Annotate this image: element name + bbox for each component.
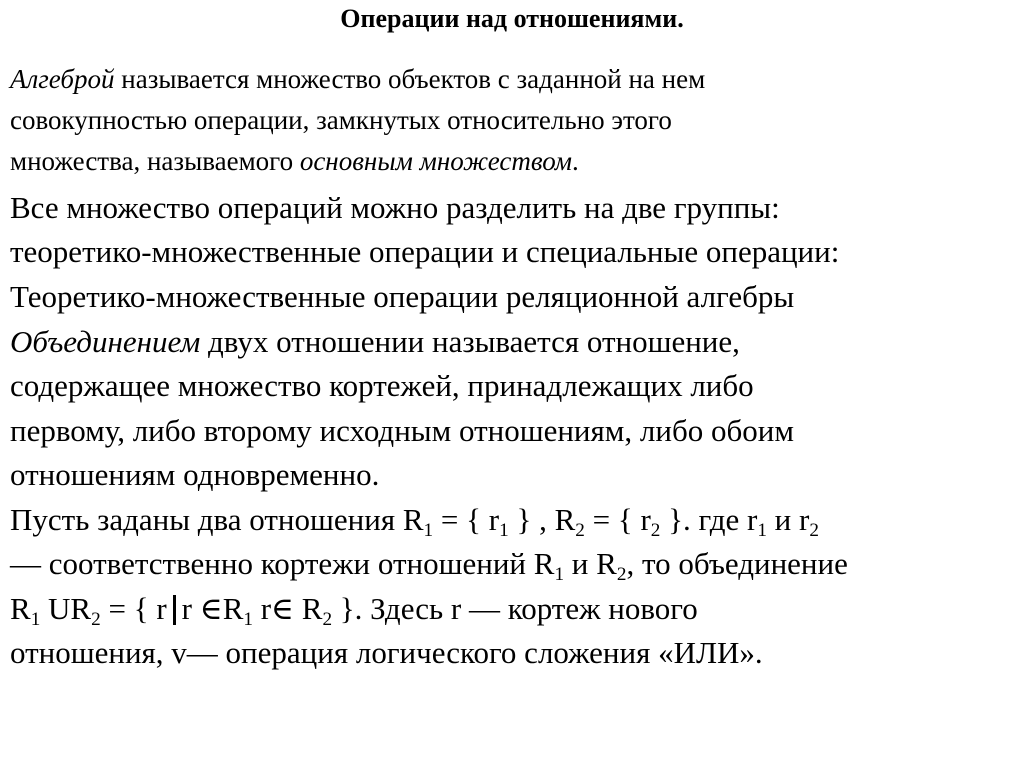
formula-text: r∈ R [252,591,323,626]
union-term: Объединением [10,324,201,359]
subscript: 1 [554,564,565,586]
operations-line-3: Теоретико-множественные операции реляционной алгебры [10,279,795,314]
union-def-line-4: отношениям одновременно. [10,457,380,492]
subscript: 2 [322,609,333,631]
subscript: 2 [575,520,585,542]
set-builder-bar [173,595,176,625]
formula-line-3 [10,591,698,631]
algebra-def-line-1 [10,64,705,95]
subscript: 2 [650,520,661,542]
subscript: 1 [499,520,509,542]
operations-line-2: теоретико-множественные операции и специальные операции: [10,234,840,269]
formula-text: и r [766,502,810,537]
slide-title: Операции над отношениями. [340,4,684,33]
formula-line-1 [10,502,819,542]
formula-line-4: отношения, v— операция логического сложения «ИЛИ». [10,635,763,670]
subscript: 1 [757,520,767,542]
formula-text: Пусть заданы два отношения R [10,502,424,537]
operations-line-1: Все множество операций можно разделить на две группы: [10,190,780,225]
formula-text: r ∈R [181,591,244,626]
subscript: 1 [423,520,434,542]
subscript: 2 [809,520,819,542]
algebra-def-line-2: совокупностью операции, замкнутых относительно этого [10,105,672,135]
subscript: 2 [616,564,627,586]
formula-text: = { r [584,502,651,537]
formula-text: }. Здесь r — кортеж нового [332,591,698,626]
subscript: 2 [91,609,101,631]
formula-text: и R [564,546,617,581]
formula-text: — соответственно кортежи отношений R [10,546,555,581]
algebra-def-line-3 [10,146,579,177]
formula-text: = { r [100,591,167,626]
union-def-line-2: содержащее множество кортежей, принадлежащих либо [10,368,754,403]
formula-text: }. где r [660,502,758,537]
formula-text: UR [40,591,92,626]
algebra-def-text-1: называется множество объектов с заданной на нем [114,64,706,94]
base-set-term: основным множеством [299,146,572,176]
formula-line-2 [10,546,848,586]
union-def-line-1 [10,324,740,360]
algebra-term: Алгеброй [10,64,115,94]
formula-text: = { r [433,502,500,537]
subscript: 1 [243,609,253,631]
algebra-def-period: . [571,146,579,176]
subscript: 1 [30,609,41,631]
formula-text: } , R [508,502,576,537]
union-def-line-3: первому, либо второму исходным отношениям, либо обоим [10,413,794,448]
algebra-def-text-3: множества, называемого [10,146,300,176]
formula-text: , то объединение [626,546,848,581]
formula-text: R [10,591,31,626]
union-def-text-1: двух отношении называется отношение, [200,324,740,359]
